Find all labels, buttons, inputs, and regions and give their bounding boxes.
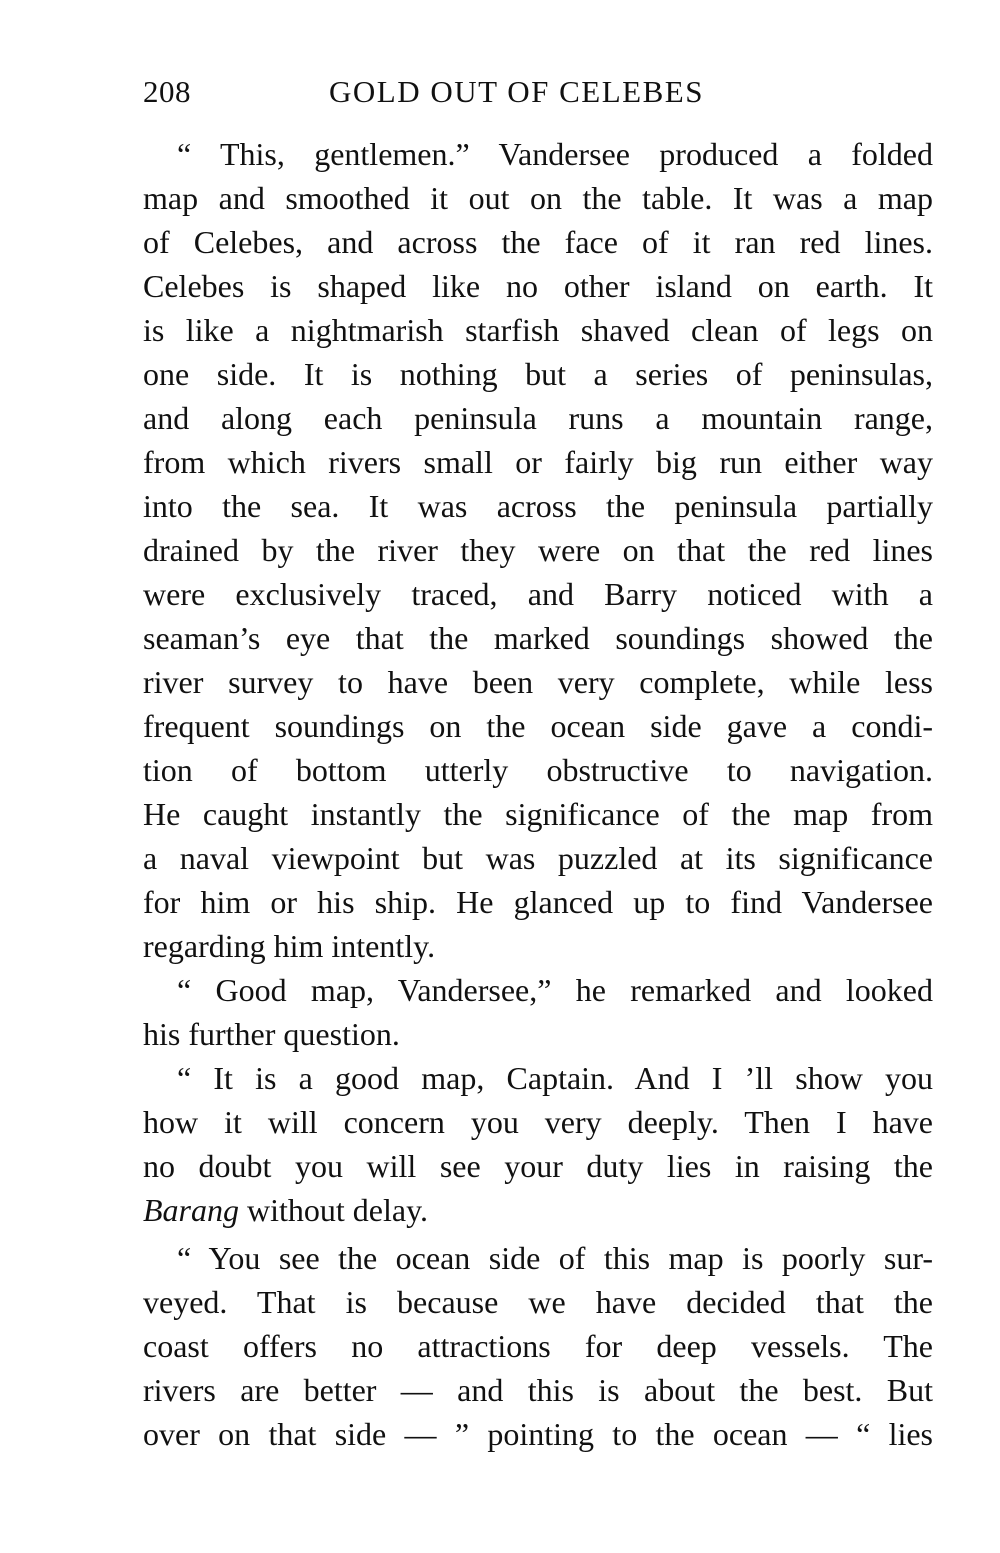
- text-line: for him or his ship. He glanced up to find Vandersee: [143, 884, 933, 920]
- text-line: from which rivers small or fairly big run either way: [143, 444, 933, 480]
- text-line: “ It is a good map, Captain. And I ’ll show you: [177, 1060, 933, 1096]
- text-line: is like a nightmarish starfish shaved clean of legs on: [143, 312, 933, 348]
- text-line: “ Good map, Vandersee,” he remarked and looked: [177, 972, 933, 1008]
- text-fragment: without delay.: [239, 1192, 428, 1228]
- paragraph: [143, 1236, 933, 1456]
- text-line: no doubt you will see your duty lies in raising the: [143, 1148, 933, 1184]
- text-line: drained by the river they were on that the red lines: [143, 532, 933, 568]
- text-line: and along each peninsula runs a mountain range,: [143, 400, 933, 436]
- text-line: Celebes is shaped like no other island on earth. It: [143, 268, 933, 304]
- paragraph: [143, 968, 933, 1056]
- text-line: into the sea. It was across the peninsula partially: [143, 488, 933, 524]
- text-line: a naval viewpoint but was puzzled at its significance: [143, 840, 933, 876]
- text-line: seaman’s eye that the marked soundings showed the: [143, 620, 933, 656]
- text-line: over on that side — ” pointing to the ocean — “ lies: [143, 1416, 933, 1452]
- text-line: one side. It is nothing but a series of peninsulas,: [143, 356, 933, 392]
- text-line: [143, 1188, 933, 1232]
- text-line: of Celebes, and across the face of it ran red lines.: [143, 224, 933, 260]
- ship-name: Barang: [143, 1192, 239, 1228]
- text-line: his further question.: [143, 1016, 400, 1052]
- text-line: map and smoothed it out on the table. It was a map: [143, 180, 933, 216]
- text-line: how it will concern you very deeply. Then I have: [143, 1104, 933, 1140]
- text-line: “ This, gentlemen.” Vandersee produced a folded: [177, 136, 933, 172]
- running-head: [143, 68, 933, 116]
- text-line: were exclusively traced, and Barry noticed with a: [143, 576, 933, 612]
- body-text: [143, 132, 933, 1456]
- text-line: river survey to have been very complete, while less: [143, 664, 933, 700]
- text-line: regarding him intently.: [143, 928, 436, 964]
- paragraph: [143, 1056, 933, 1232]
- page-number: 208: [143, 74, 191, 109]
- text-line: frequent soundings on the ocean side gave a condi-: [143, 708, 933, 744]
- book-title: GOLD OUT OF CELEBES: [329, 74, 704, 109]
- text-line: “ You see the ocean side of this map is poorly sur-: [177, 1240, 933, 1276]
- text-line: coast offers no attractions for deep vessels. The: [143, 1328, 933, 1364]
- text-line: tion of bottom utterly obstructive to navigation.: [143, 752, 933, 788]
- paragraph: [143, 132, 933, 968]
- text-line: rivers are better — and this is about the best. But: [143, 1372, 933, 1408]
- text-line: veyed. That is because we have decided that the: [143, 1284, 933, 1320]
- text-line: He caught instantly the significance of the map from: [143, 796, 933, 832]
